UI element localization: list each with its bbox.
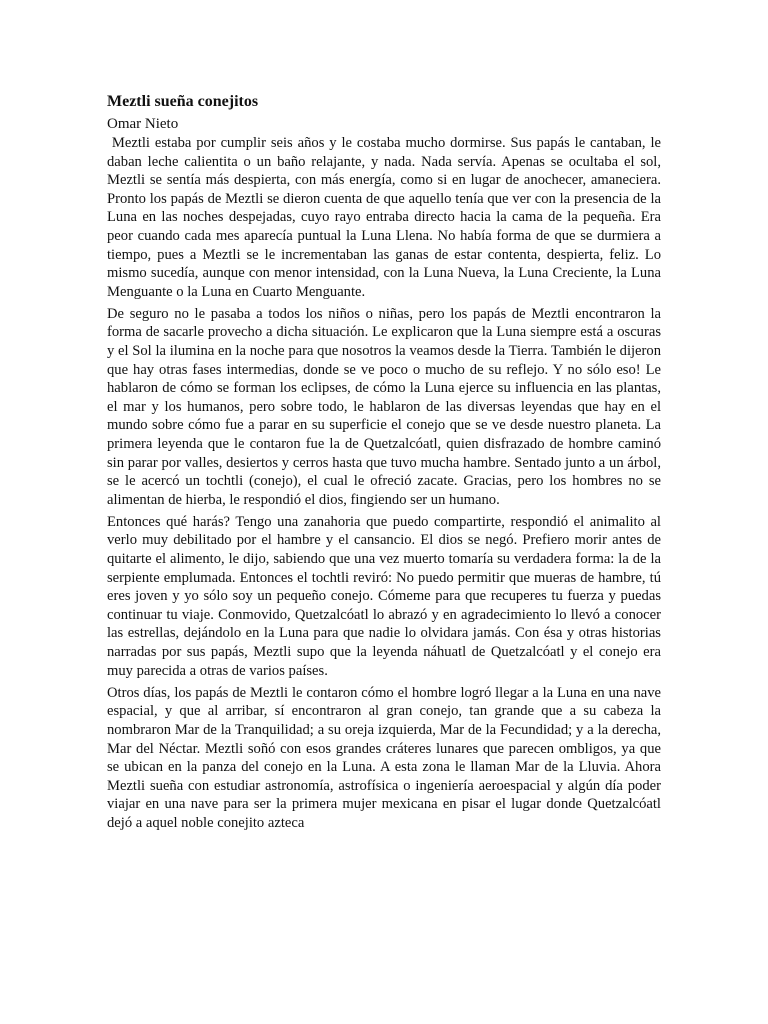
paragraph: Otros días, los papás de Meztli le contaron cómo el hombre logró llegar a la Luna en una nave espacial, y que al arribar, sí encontraron al gran conejo, tan grande que a su cabeza la nombraron Mar de la Tranquilidad; a su oreja izquierda, Mar de la Fecundidad; y a la derecha, Mar del Néctar. Meztli soñó con esos grandes cráteres lunares que parecen ombligos, ya que se ubican en la panza del conejo en la Luna. A esta zona le llaman Mar de la Lluvia. Ahora Meztli sueña con estudiar astronomía, astrofísica o ingeniería aeroespacial y algún día poder viajar en una nave para ser la primera mujer mexicana en pisar el lugar donde Quetzalcóatl dejó a aquel noble conejito azteca (107, 684, 661, 831)
paragraph: Meztli estaba por cumplir seis años y le costaba mucho dormirse. Sus papás le cantaban, le daban leche calientita o un baño relajante, y nada. Nada servía. Apenas se ocultaba el sol, Meztli se sentía más despierta, con más energía, como si en lugar de anochecer, amaneciera. Pronto los papás de Meztli se dieron cuenta de que aquello tenía que ver con la presencia de la Luna en las noches despejadas, cuyo rayo entraba directo hacia la cama de la pequeña. Era peor cuando cada mes aparecía puntual la Luna Llena. No había forma de que se durmiera a tiempo, pues a Meztli se le incrementaban las ganas de estar contenta, despierta, feliz. Lo mismo sucedía, aunque con menor intensidad, con la Luna Nueva, la Luna Creciente, la Luna Menguante o la Luna en Cuarto Menguante. (107, 135, 665, 300)
document-title: Meztli sueña conejitos (107, 93, 259, 110)
paragraph: De seguro no le pasaba a todos los niños o niñas, pero los papás de Meztli encontraron la forma de sacarle provecho a dicha situación. Le explicaron que la Luna siempre está a oscuras y el Sol la ilumina en la noche para que nosotros la veamos desde la Tierra. También le dijeron que hay otras fases intermedias, donde se ve poco o mucho de su reflejo. Y no sólo eso! Le hablaron de cómo se forman los eclipses, de cómo la Luna ejerce su influencia en las plantas, el mar y los humanos, pero sobre todo, le hablaron de las diversas leyendas que hay en el mundo sobre cómo fue a parar en su superficie el conejo que se ve desde nuestro planeta. La primera leyenda que le contaron fue la de Quetzalcóatl, quien disfrazado de hombre caminó sin parar por valles, desiertos y cerros hasta que tuvo mucha hambre. Sentado junto a un árbol, se le acercó un tochtli (conejo), el cual le ofreció zacate. Gracias, pero los hombres no se alimentan de hierba, le respondió el dios, fingiendo ser un humano. (107, 305, 661, 508)
paragraph: Entonces qué harás? Tengo una zanahoria que puedo compartirte, respondió el animalito al verlo muy debilitado por el hambre y el cansancio. El dios se negó. Prefiero morir antes de quitarte el alimento, le dijo, sabiendo que una vez muerto tomaría su verdadera forma: la de la serpiente emplumada. Entonces el tochtli reviró: No puedo permitir que mueras de hambre, tú eres joven y yo sólo soy un pequeño conejo. Cómeme para que recuperes tu fuerza y puedas continuar tu viaje. Conmovido, Quetzalcóatl lo abrazó y en agradecimiento lo llevó a conocer las estrellas, dejándolo en la Luna para que nadie lo olvidara jamás. Con ésa y otras historias narradas por sus papás, Meztli supo que la leyenda náhuatl de Quetzalcóatl y el conejo era muy parecida a otras de varios países. (107, 513, 661, 679)
document-author: Omar Nieto (107, 116, 179, 132)
document-page (107, 92, 665, 836)
